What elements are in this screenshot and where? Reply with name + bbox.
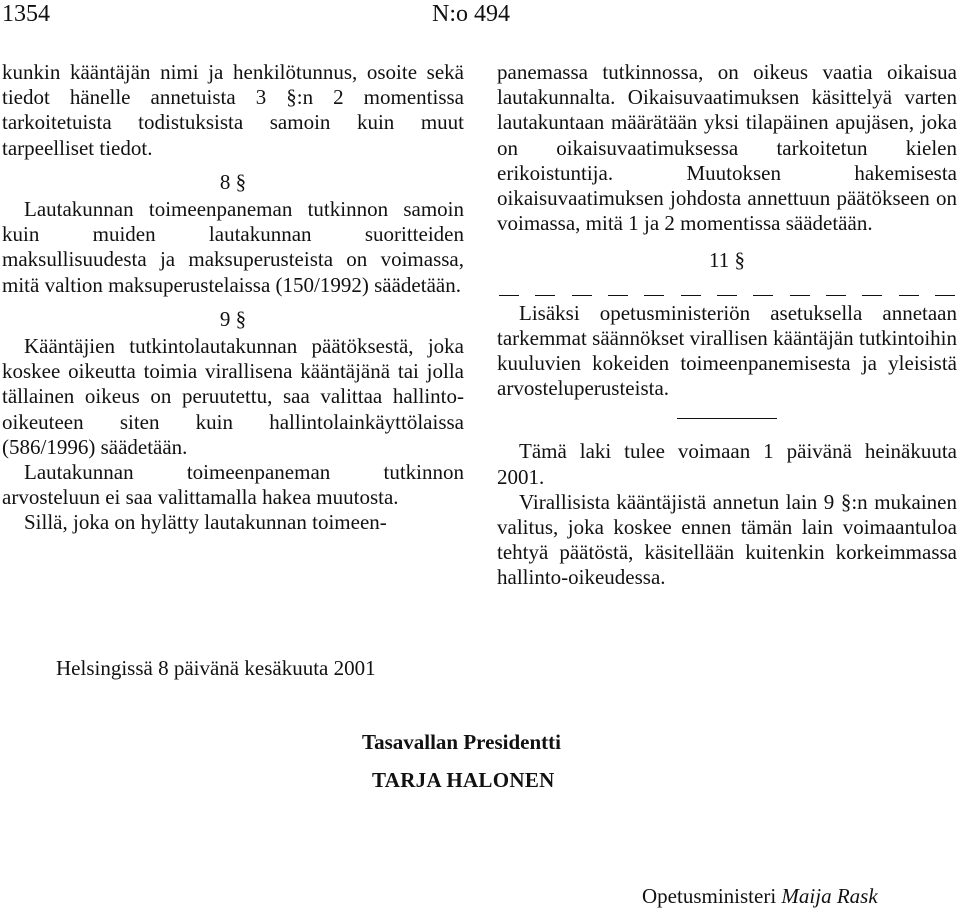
section-divider-rule xyxy=(677,418,777,419)
left-column xyxy=(2,60,464,536)
minister-name: Maija Rask xyxy=(781,884,878,908)
omitted-sections-dashes xyxy=(497,283,957,296)
section-8-text: Lautakunnan toimeenpaneman tutkinnon samoin kuin muiden lautakunnan suoritteiden maksullisuudesta ja maksuperusteista on voimassa, mitä valtion maksuperustelaissa (150/1992) säädetään. xyxy=(2,197,464,297)
section-10-continuation: panemassa tutkinnossa, on oikeus vaatia oikaisua lautakunnalta. Oikaisuvaatimuksen käsittelyä varten lautakuntaan määrätään yksi tilapäinen apujäsen, joka on oikaisuvaatimuksessa tarkoitetun kielen erikoistuntija. Muutoksen hakemisesta oikaisuvaatimuksen johdosta annettuun päätökseen on voimassa, mitä 1 ja 2 momentissa säädetään. xyxy=(497,60,957,236)
countersignature xyxy=(642,884,878,909)
section-9-heading: 9 § xyxy=(219,306,247,331)
section-9-paragraph-2: Lautakunnan toimeenpaneman tutkinnon arvosteluun ei saa valittamalla hakea muutosta. xyxy=(2,460,464,510)
issue-number: N:o 494 xyxy=(432,1,510,27)
section-11-heading: 11 § xyxy=(709,248,745,273)
transitional-provision: Virallisista kääntäjistä annetun lain 9 §:n mukainen valitus, joka koskee ennen tämän lain voimaantuloa tehtyä päätöstä, käsitellään kuitenkin korkeimmassa hallinto-oikeudessa. xyxy=(497,489,957,590)
entry-into-force: Tämä laki tulee voimaan 1 päivänä heinäkuuta 2001. xyxy=(497,439,957,489)
signatory-name: TARJA HALONEN xyxy=(372,768,555,792)
section-9-paragraph-1: Kääntäjien tutkintolautakunnan päätöksestä, joka koskee oikeutta toimia virallisena kääntäjänä tai jolla tällainen oikeus on peruutettu, saa valittaa hallinto-oikeuteen siten kuin hallintolainkäyttölaissa (586/1996) säädetään. xyxy=(2,334,464,459)
section-11-text: Lisäksi opetusministeriön asetuksella annetaan tarkemmat säännökset virallisen kääntäjän tutkintoihin kuuluvien kokeiden toimeenpanemisesta ja yleisistä arvosteluperusteista. xyxy=(497,300,957,401)
section-9-paragraph-3: Sillä, joka on hylätty lautakunnan toimeen- xyxy=(24,510,387,535)
section-8-heading: 8 § xyxy=(219,169,247,194)
right-column xyxy=(497,60,957,591)
minister-title: Opetusministeri xyxy=(642,884,777,908)
paragraph-continuation: kunkin kääntäjän nimi ja henkilötunnus, osoite sekä tiedot hänelle annetuista 3 §:n 2 momentissa tarkoitetuista todistuksista samoin kuin muut tarpeelliset tiedot. xyxy=(2,60,464,160)
place-and-date: Helsingissä 8 päivänä kesäkuuta 2001 xyxy=(56,656,376,680)
signatory-title: Tasavallan Presidentti xyxy=(362,730,561,754)
page-number: 1354 xyxy=(2,1,50,27)
